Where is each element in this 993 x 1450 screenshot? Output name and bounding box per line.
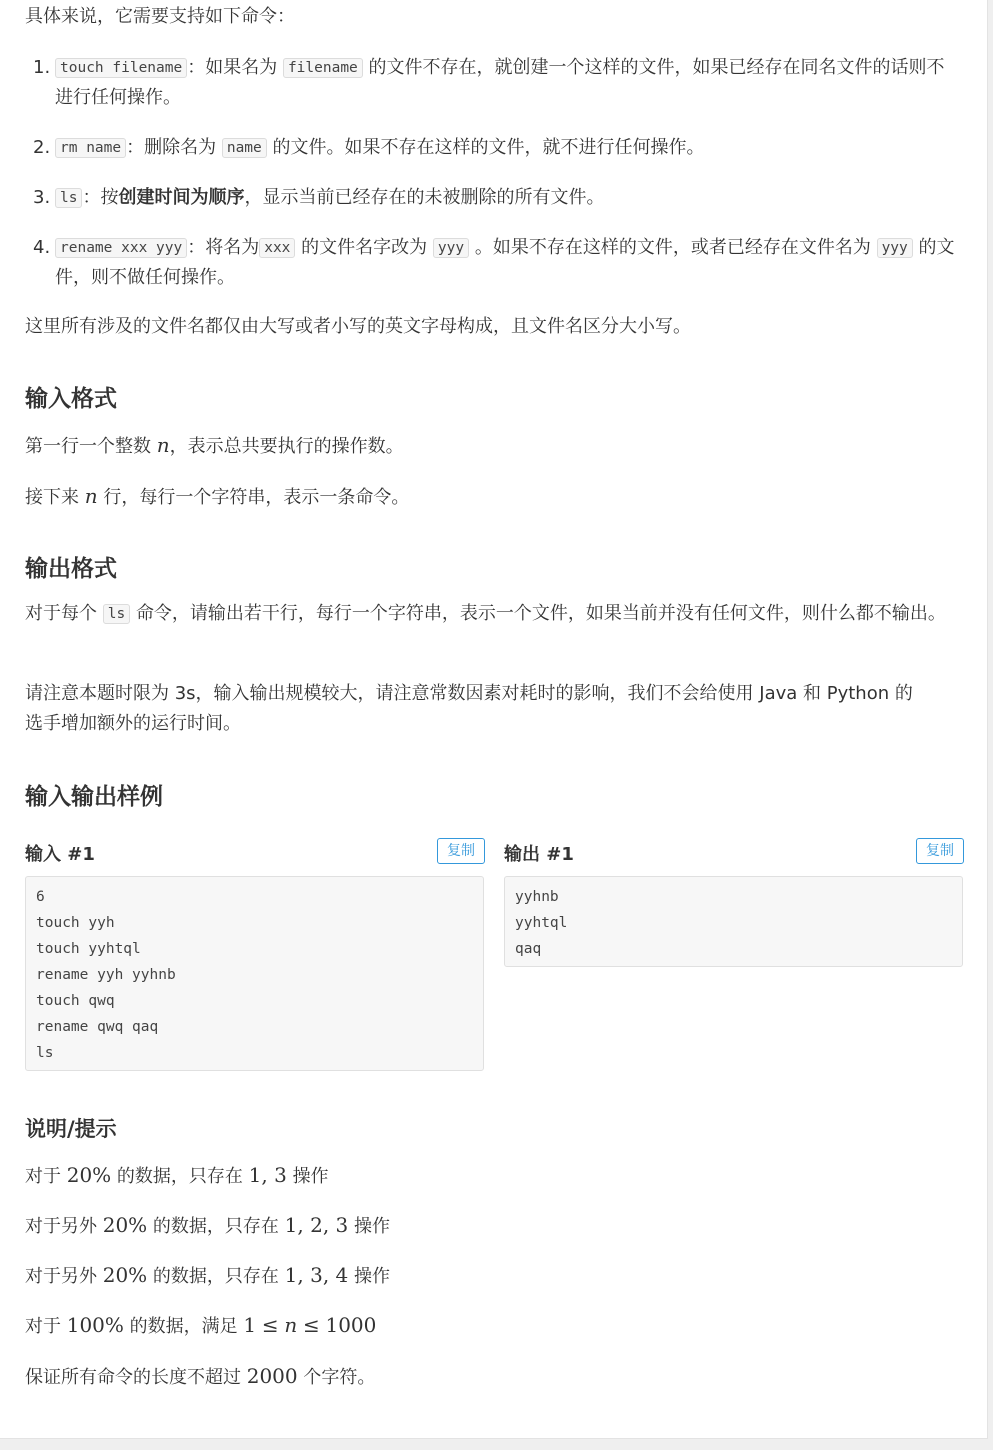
math-number: 2000 bbox=[246, 1364, 298, 1388]
sample-input-block: 6 touch yyh touch yyhtql rename yyh yyhnb touch qwq rename qwq qaq ls bbox=[25, 876, 484, 1071]
output-format-heading: 输出格式 bbox=[25, 556, 117, 582]
text: 操作 bbox=[354, 1266, 390, 1287]
inline-code: rename xxx yyy bbox=[55, 238, 187, 258]
command-text: 的文件，则不做任何操作。 bbox=[55, 237, 955, 288]
hints-heading: 说明/提示 bbox=[25, 1117, 117, 1141]
math-number: 20% bbox=[102, 1263, 148, 1287]
command-text: ：如果名为 bbox=[187, 57, 278, 78]
output-format-p2: 请注意本题时限为 3s，输入输出规模较大，请注意常数因素对耗时的影响，我们不会给使用 Java 和 Python 的选手增加额外的运行时间。 bbox=[25, 683, 913, 734]
math-number: 1000 bbox=[325, 1313, 377, 1337]
input-format-heading: 输入格式 bbox=[25, 386, 117, 412]
inline-code: yyy bbox=[433, 238, 469, 258]
sample-output-block: yyhnb yyhtql qaq bbox=[504, 876, 963, 967]
inline-code: ls bbox=[55, 188, 82, 208]
text: 的数据，满足 bbox=[129, 1316, 238, 1337]
command-text: ：将名为 bbox=[187, 237, 260, 258]
text: 个字符。 bbox=[303, 1367, 376, 1388]
list-number: 2. bbox=[33, 137, 51, 158]
inline-code: rm name bbox=[55, 138, 126, 158]
input-format-line1 bbox=[25, 430, 404, 462]
text: 对于每个 bbox=[25, 603, 97, 624]
copy-input-button[interactable]: 复制 bbox=[437, 838, 485, 864]
math-number: 1, 2, 3 bbox=[284, 1213, 349, 1237]
input-format-line2 bbox=[25, 481, 409, 513]
text: 对于另外 bbox=[25, 1216, 97, 1237]
hint-line-1 bbox=[25, 1160, 329, 1192]
math-var: n bbox=[284, 1313, 298, 1337]
math-operator: ≤ bbox=[261, 1313, 279, 1337]
command-text: ：按 bbox=[82, 187, 119, 208]
math-operator: ≤ bbox=[302, 1313, 320, 1337]
text: 第一行一个整数 bbox=[25, 436, 151, 457]
inline-code: ls bbox=[103, 604, 130, 624]
list-number: 4. bbox=[33, 237, 51, 258]
hint-line-4 bbox=[25, 1310, 376, 1342]
hint-line-3 bbox=[25, 1260, 390, 1292]
hint-line-2 bbox=[25, 1210, 390, 1242]
math-number: 1 bbox=[243, 1313, 257, 1337]
sample-output-label: 输出 #1 bbox=[504, 844, 574, 865]
text: 的数据，只存在 bbox=[116, 1166, 243, 1187]
math-number: 100% bbox=[66, 1313, 124, 1337]
copy-output-button[interactable]: 复制 bbox=[916, 838, 964, 864]
command-text: 的文件不存在，就创建一个这样的文件，如果已经存在同名文件的话则不进行任何操作。 bbox=[55, 57, 945, 108]
command-item-ls bbox=[33, 183, 961, 213]
list-number: 3. bbox=[33, 187, 51, 208]
emphasis-text: 创建时间为顺序 bbox=[118, 187, 245, 208]
command-item-touch bbox=[33, 53, 961, 113]
text: 保证所有命令的长度不超过 bbox=[25, 1367, 241, 1388]
command-item-rename bbox=[33, 233, 961, 293]
text: 操作 bbox=[292, 1166, 329, 1187]
inline-code: name bbox=[222, 138, 267, 158]
list-number: 1. bbox=[33, 57, 51, 78]
math-var: n bbox=[84, 484, 98, 508]
inline-code: filename bbox=[283, 58, 363, 78]
command-text: 的文件名字改为 bbox=[301, 237, 428, 258]
sample-input-label: 输入 #1 bbox=[25, 844, 95, 865]
text: 的数据，只存在 bbox=[152, 1216, 279, 1237]
math-number: 20% bbox=[66, 1163, 112, 1187]
command-item-rm bbox=[33, 133, 961, 163]
command-text: ，显示当前已经存在的未被删除的所有文件。 bbox=[244, 187, 605, 208]
math-number: 1, 3, 4 bbox=[284, 1263, 349, 1287]
samples-heading: 输入输出样例 bbox=[25, 784, 163, 810]
command-text: ：删除名为 bbox=[126, 137, 217, 158]
text: 行，每行一个字符串，表示一条命令。 bbox=[103, 487, 410, 508]
text: 命令，请输出若干行，每行一个字符串，表示一个文件，如果当前并没有任何文件，则什么都不输出。 bbox=[135, 603, 946, 624]
output-format-p1 bbox=[25, 599, 960, 629]
math-number: 20% bbox=[102, 1213, 148, 1237]
inline-code: yyy bbox=[877, 238, 913, 258]
command-text: 的文件。如果不存在这样的文件，就不进行任何操作。 bbox=[272, 137, 705, 158]
text: 操作 bbox=[354, 1216, 390, 1237]
inline-code: touch filename bbox=[55, 58, 187, 78]
intro-text: 具体来说，它需要支持如下命令： bbox=[25, 6, 295, 27]
text: 对于 bbox=[25, 1166, 61, 1187]
inline-code: xxx bbox=[259, 238, 295, 258]
math-number: 1, 3 bbox=[248, 1163, 287, 1187]
command-text: 。如果不存在这样的文件，或者已经存在文件名为 bbox=[474, 237, 871, 258]
text: ，表示总共要执行的操作数。 bbox=[169, 436, 404, 457]
math-var: n bbox=[156, 433, 170, 457]
text: 的数据，只存在 bbox=[152, 1266, 279, 1287]
hint-line-5 bbox=[25, 1361, 375, 1393]
filename-note: 这里所有涉及的文件名都仅由大写或者小写的英文字母构成，且文件名区分大小写。 bbox=[25, 316, 691, 337]
text: 接下来 bbox=[25, 487, 79, 508]
text: 对于另外 bbox=[25, 1266, 97, 1287]
text: 对于 bbox=[25, 1316, 61, 1337]
